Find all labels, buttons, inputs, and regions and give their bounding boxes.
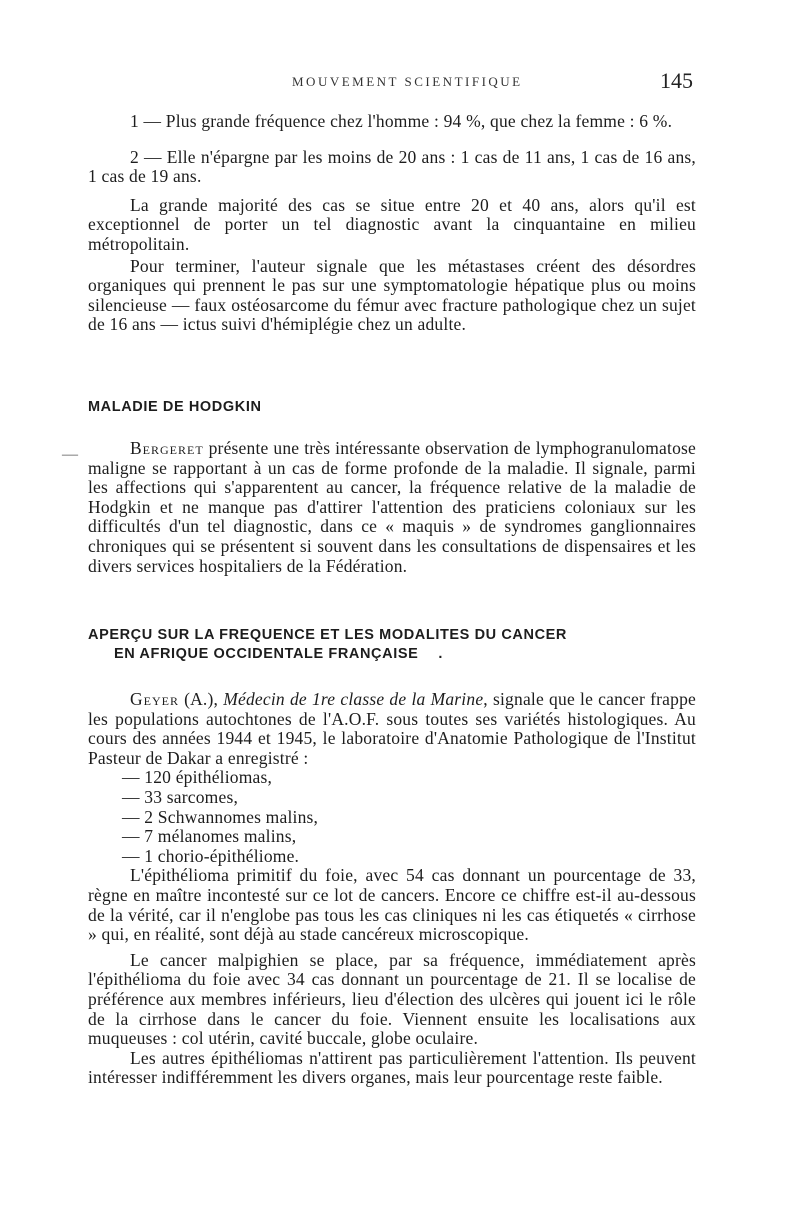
margin-mark: —	[62, 446, 78, 463]
page-number: 145	[660, 68, 693, 93]
heading-line-1: APERÇU SUR LA FREQUENCE ET LES MODALITES DU CANCER	[88, 627, 567, 643]
list-item: — 33 sarcomes,	[122, 786, 239, 807]
paragraph-2: 2 — Elle n'épargne par les moins de 20 ans : 1 cas de 11 ans, 1 cas de 16 ans, 1 cas de 19 ans.	[88, 146, 696, 187]
paragraph-others: Les autres épithéliomas n'attirent pas particulièrement l'attention. Ils peuvent intéresser indifféremment les divers organes, mais leur pourcentage reste faible.	[88, 1047, 696, 1088]
list-item: — 7 mélanomes malins,	[122, 826, 297, 847]
tumor-list	[88, 768, 696, 866]
list-item: — 120 épithéliomas,	[122, 767, 273, 788]
list-item: — 1 chorio-épithéliome.	[122, 845, 300, 866]
paragraph-malpighian: Le cancer malpighien se place, par sa fréquence, immédiatement après l'épithélioma du foie avec 34 cas donnant un pourcentage de 21. Il se localise de préférence aux membres inférieurs, lieu d'élection des ulcères qui jouent ici le rôle de la cirrhose dans le cancer du foie. Viennent ensuite les localisations aux muqueuses : col utérin, cavité buccale, globe oculaire.	[88, 949, 696, 1049]
author-title: Médecin de 1re classe de la Marine	[223, 689, 484, 709]
paragraph-4: Pour terminer, l'auteur signale que les métastases créent des désordres organiques qui prennent le pas sur une symptomatologie hépatique plus ou moins silencieuse — faux ostéosarcome du fémur avec fracture pathologique chez un sujet de 16 ans — ictus suivi d'hémiplégie chez un adulte.	[88, 255, 696, 335]
paragraph-liver: L'épithélioma primitif du foie, avec 54 cas donnant un pourcentage de 33, règne en maître incontesté sur ce lot de cancers. Encore ce chiffre est-il au-dessous de la vérité, car il n'englobe pas tous les cas cliniques ni les cas étiquetés « cirrhose » qui, en réalité, sont déjà au stade cancéreux microscopique.	[88, 865, 696, 945]
hodgkin-text: présente une très intéressante observation de lymphogranulomatose maligne se rapportant à un cas de forme profonde de la maladie. Il signale, parmi les affections qui s'apparentent au cancer, la fréquence relative de la maladie de Hodgkin et ne manque pas d'attirer l'attention des praticiens coloniaux sur les difficultés d'un tel diagnostic, dans ce « maquis » de syndromes ganglionnaires chroniques qui se présentent si souvent dans les consultations de dispensaires et les divers services hospitaliers de la Fédération.	[88, 438, 696, 576]
author-name: Geyer	[130, 689, 179, 709]
heading-line-2: EN AFRIQUE OCCIDENTALE FRANÇAISE	[114, 646, 419, 662]
paragraph-3: La grande majorité des cas se situe entre 20 et 40 ans, alors qu'il est exceptionnel de porter un tel diagnostic avant la cinquantaine en milieu métropolitain.	[88, 194, 696, 254]
intro-block	[88, 112, 696, 335]
section-heading-cancer	[88, 626, 696, 664]
hodgkin-section	[88, 398, 696, 576]
section-heading-hodgkin: MALADIE DE HODGKIN	[88, 399, 262, 415]
hodgkin-paragraph	[88, 439, 696, 576]
paragraph-1: 1 — Plus grande fréquence chez l'homme : 94 %, que chez la femme : 6 %.	[130, 111, 673, 131]
cancer-intro-paragraph	[88, 690, 696, 768]
cancer-intro-text: , signale que le cancer frappe les populations autochtones de l'A.O.F. sous toutes ses variétés histologiques. Au cours des années 1944 et 1945, le laboratoire d'Anatomie Pathologique de l'Institut Pasteur de Dakar a enregistré :	[88, 689, 696, 768]
cancer-section	[88, 626, 696, 1088]
list-item: — 2 Schwannomes malins,	[122, 806, 319, 827]
running-title: MOUVEMENT SCIENTIFIQUE	[292, 74, 523, 89]
author-initials: (A.),	[178, 689, 224, 709]
author-name: Bergeret	[130, 438, 204, 458]
heading-dot: .	[438, 646, 444, 662]
